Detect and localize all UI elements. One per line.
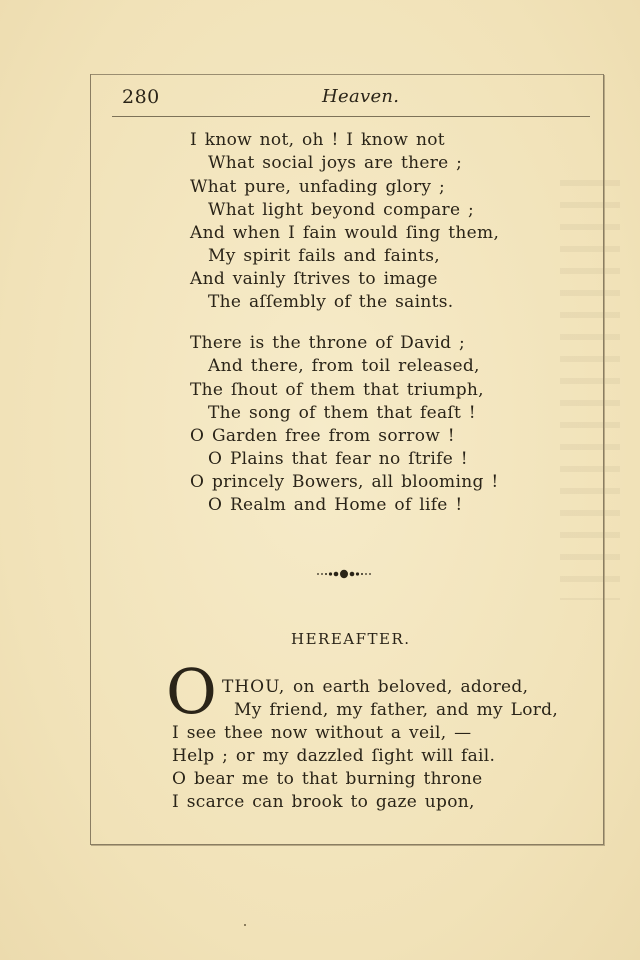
poem-line: Help ; or my dazzled ſight will fail.	[172, 746, 496, 766]
first-word-smallcaps: THOU,	[222, 677, 286, 697]
poem-first-line	[222, 677, 528, 697]
poem-line: I know not, oh ! I know not	[190, 130, 445, 150]
running-head: Heaven.	[322, 86, 400, 107]
poem-line: O princely Bowers, all blooming !	[190, 472, 499, 492]
drop-cap: O	[166, 655, 217, 728]
paper-speck	[244, 924, 246, 926]
poem-line: And when I fain would ſing them,	[190, 223, 500, 243]
poem-line: And there, from toil released,	[208, 356, 480, 376]
first-line-rest: on earth beloved, adored,	[285, 677, 529, 697]
poem-line: O Realm and Home of life !	[208, 495, 463, 515]
poem-line: I see thee now without a veil, —	[172, 723, 472, 743]
divider-ornament-icon	[315, 567, 375, 581]
poem-title: HEREAFTER.	[291, 630, 411, 648]
poem-line: O Garden free from sorrow !	[190, 426, 455, 446]
poem-line: I scarce can brook to gaze upon,	[172, 792, 475, 812]
poem-line: There is the throne of David ;	[190, 333, 466, 353]
poem-line: The song of them that feaſt !	[208, 403, 476, 423]
poem-line: What pure, unfading glory ;	[190, 177, 446, 197]
page-number: 280	[122, 86, 160, 108]
poem-line: What social joys are there ;	[208, 153, 463, 173]
poem-line: The ſhout of them that triumph,	[190, 380, 484, 400]
poem-line: O bear me to that burning throne	[172, 769, 483, 789]
poem-line: What light beyond compare ;	[208, 200, 475, 220]
header-rule	[112, 116, 590, 117]
poem-line: My spirit fails and faints,	[208, 246, 440, 266]
poem-line: My friend, my father, and my Lord,	[234, 700, 559, 720]
poem-line: O Plains that fear no ſtrife !	[208, 449, 468, 469]
poem-line: The aſſembly of the saints.	[208, 292, 454, 312]
poem-line: And vainly ſtrives to image	[190, 269, 438, 289]
